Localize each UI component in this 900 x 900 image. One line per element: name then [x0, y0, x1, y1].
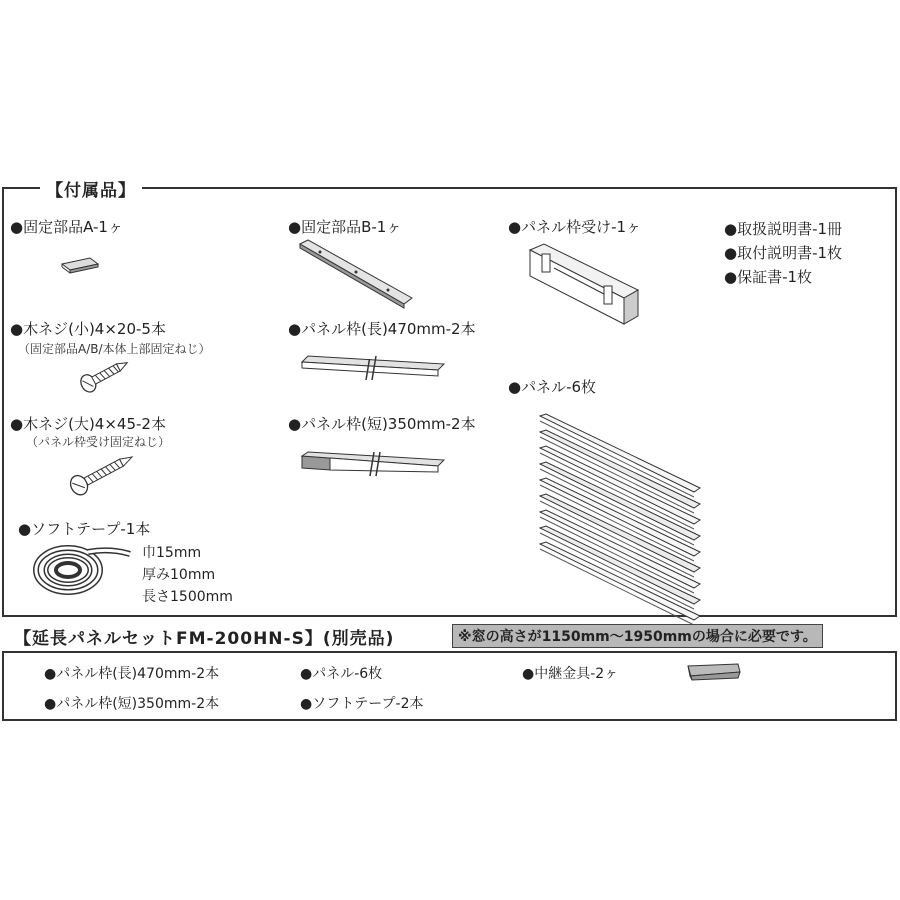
- item-manual: ●取扱説明書-1冊: [724, 220, 843, 238]
- ext-item-frame-short: ●パネル枠(短)350mm-2本: [44, 696, 220, 712]
- item-panel: ●パネル-6枚: [508, 378, 597, 396]
- screw-large-illustration: [66, 450, 138, 496]
- extension-set-title: 【延長パネルセットFM-200HN-S】(別売品): [14, 629, 395, 649]
- screw-small-illustration: [76, 356, 136, 392]
- item-screw-large: ●木ネジ(大)4×45-2本: [10, 415, 166, 433]
- panel-illustration: [536, 412, 706, 598]
- item-frame-receiver: ●パネル枠受け-1ヶ: [508, 218, 642, 236]
- item-frame-short: ●パネル枠(短)350mm-2本: [288, 415, 476, 433]
- screw-large-note: （パネル枠受け固定ねじ）: [26, 435, 171, 449]
- part-b-illustration: [296, 238, 416, 310]
- tape-width: 巾15mm: [142, 545, 202, 561]
- item-part-a: ●固定部品A-1ヶ: [10, 218, 123, 236]
- included-items-title: 【付属品】: [40, 176, 142, 201]
- item-frame-long: ●パネル枠(長)470mm-2本: [288, 320, 476, 338]
- item-install-manual: ●取付説明書-1枚: [724, 244, 843, 262]
- frame-receiver-illustration: [524, 240, 640, 330]
- item-part-b: ●固定部品B-1ヶ: [288, 218, 402, 236]
- tape-length: 長さ1500mm: [142, 589, 233, 605]
- item-screw-small: ●木ネジ(小)4×20-5本: [10, 320, 166, 338]
- ext-item-joint: ●中継金具-2ヶ: [522, 666, 619, 682]
- panel-slat: [540, 526, 700, 604]
- ext-item-soft-tape: ●ソフトテープ-2本: [300, 696, 424, 712]
- soft-tape-illustration: [30, 540, 140, 600]
- extension-note-badge: ※窓の高さが1150mm～1950mmの場合に必要です。: [452, 624, 823, 648]
- panel-slat: [540, 510, 700, 588]
- ext-item-panel: ●パネル-6枚: [300, 666, 383, 682]
- ext-item-frame-long: ●パネル枠(長)470mm-2本: [44, 666, 220, 682]
- divider-line: [2, 615, 897, 617]
- item-warranty: ●保証書-1枚: [724, 268, 813, 286]
- item-soft-tape: ●ソフトテープ-1本: [18, 520, 151, 538]
- screw-small-note: （固定部品A/B/本体上部固定ねじ）: [18, 342, 211, 356]
- frame-short-illustration: [300, 448, 450, 478]
- frame-long-illustration: [300, 352, 450, 382]
- tape-thickness: 厚み10mm: [142, 567, 216, 583]
- part-a-illustration: [60, 254, 100, 276]
- joint-illustration: [684, 660, 744, 682]
